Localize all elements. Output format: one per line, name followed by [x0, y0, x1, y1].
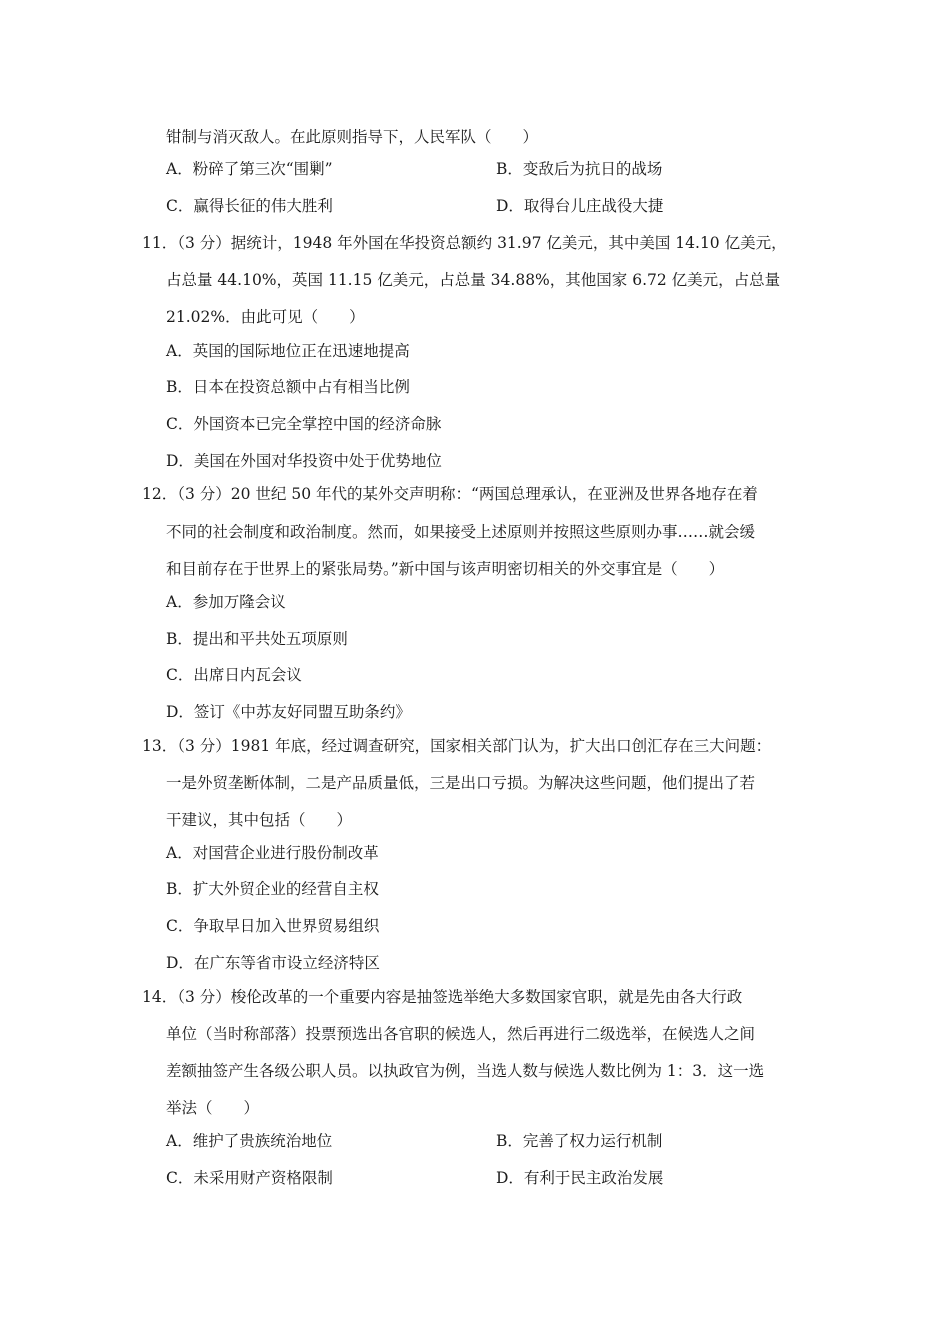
q14-option-c: C．未采用财产资格限制	[166, 1169, 333, 1187]
q11-stem-line-2: 占总量 44.10%，英国 11.15 亿美元，占总量 34.88%，其他国家 6.72 亿美元，占总量	[166, 271, 781, 289]
q10-option-d: D．取得台儿庄战役大捷	[496, 197, 664, 215]
q13-option-c: C．争取早日加入世界贸易组织	[166, 917, 380, 935]
q13-stem-line-1: 13．（3 分）1981 年底，经过调查研究，国家相关部门认为，扩大出口创汇存在三大问题：	[142, 737, 772, 755]
q14-option-a: A．维护了贵族统治地位	[166, 1132, 333, 1150]
q10-option-b: B．变敌后为抗日的战场	[496, 160, 663, 178]
q12-stem-line-2: 不同的社会制度和政治制度。然而，如果接受上述原则并按照这些原则办事……就会缓	[166, 523, 756, 541]
q11-stem-line-1: 11．（3 分）据统计，1948 年外国在华投资总额约 31.97 亿美元，其中美国 14.10 亿美元，	[142, 234, 787, 252]
q14-stem-line-2: 单位（当时称部落）投票预选出各官职的候选人，然后再进行二级选举，在候选人之间	[166, 1025, 756, 1043]
q12-option-c: C．出席日内瓦会议	[166, 666, 302, 684]
q11-option-c: C．外国资本已完全掌控中国的经济命脉	[166, 415, 442, 433]
q12-option-d: D．签订《中苏友好同盟互助条约》	[166, 703, 411, 721]
q11-option-a: A．英国的国际地位正在迅速地提高	[166, 342, 410, 360]
q11-stem-line-3: 21.02%．由此可见（ ）	[166, 308, 365, 326]
q13-option-a: A．对国营企业进行股份制改革	[166, 844, 379, 862]
q14-stem-line-1: 14．（3 分）梭伦改革的一个重要内容是抽签选举绝大多数国家官职，就是先由各大行政	[142, 988, 743, 1006]
q12-option-b: B．提出和平共处五项原则	[166, 630, 348, 648]
q14-stem-line-4: 举法（ ）	[166, 1099, 260, 1117]
q14-stem-line-3: 差额抽签产生各级公职人员。以执政官为例，当选人数与候选人数比例为 1：3．这一选	[166, 1062, 765, 1080]
q13-stem-line-3: 干建议，其中包括（ ）	[166, 811, 353, 829]
q13-option-b: B．扩大外贸企业的经营自主权	[166, 880, 379, 898]
q13-stem-line-2: 一是外贸垄断体制，二是产品质量低，三是出口亏损。为解决这些问题，他们提出了若	[166, 774, 756, 792]
q12-stem-line-1: 12．（3 分）20 世纪 50 年代的某外交声明称：“两国总理承认，在亚洲及世界各地存在着	[142, 485, 758, 503]
q12-option-a: A．参加万隆会议	[166, 593, 286, 611]
q12-stem-line-3: 和目前存在于世界上的紧张局势。”新中国与该声明密切相关的外交事宜是（ ）	[166, 560, 725, 578]
q10-option-a: A．粉碎了第三次“围剿”	[166, 160, 333, 178]
q11-option-d: D．美国在外国对华投资中处于优势地位	[166, 452, 442, 470]
q14-option-d: D．有利于民主政治发展	[496, 1169, 664, 1187]
q10-option-c: C．赢得长征的伟大胜利	[166, 197, 333, 215]
q10-stem-continuation: 钳制与消灭敌人。在此原则指导下，人民军队（ ）	[166, 128, 539, 146]
q11-option-b: B．日本在投资总额中占有相当比例	[166, 378, 410, 396]
q13-option-d: D．在广东等省市设立经济特区	[166, 954, 380, 972]
q14-option-b: B．完善了权力运行机制	[496, 1132, 663, 1150]
